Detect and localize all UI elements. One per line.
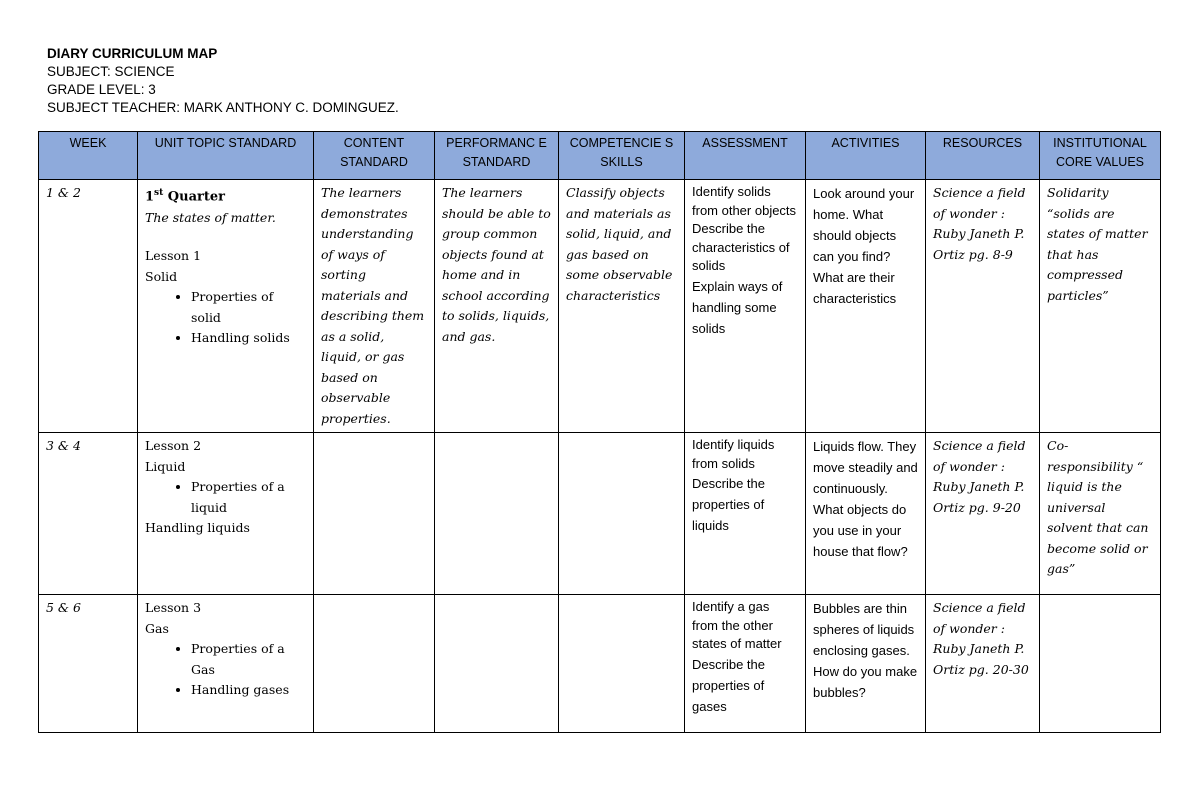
lesson-label: Lesson 3 bbox=[145, 600, 202, 615]
resources-cell: Science a field of wonder : Ruby Janeth P. Ortiz pg. 9-20 bbox=[926, 433, 1040, 595]
core-values-cell: Co-responsibility “ liquid is the universal solvent that can become solid or gas” bbox=[1040, 433, 1161, 595]
unit-topic-cell bbox=[138, 433, 314, 595]
table-row bbox=[39, 433, 1161, 595]
quarter-label: 1st Quarter bbox=[145, 188, 225, 205]
lesson-label: Lesson 1 bbox=[145, 248, 202, 264]
column-header-performance-standard: PERFORMANC E STANDARD bbox=[435, 132, 559, 180]
lesson-name: Solid bbox=[145, 268, 178, 284]
content-standard-cell: The learners demonstrates understanding of ways of sorting materials and describing them as a solid, liquid, or gas based on observable properties. bbox=[314, 180, 435, 433]
assessment-item: Describe the characteristics of solids bbox=[692, 221, 790, 273]
competencies-cell: Classify objects and materials as solid, liquid, and gas based on some observable characteristics bbox=[559, 180, 685, 433]
content-standard-cell bbox=[314, 595, 435, 733]
week-cell: 5 & 6 bbox=[39, 595, 138, 733]
list-item: • Properties of solid bbox=[191, 287, 306, 328]
column-header-resources: RESOURCES bbox=[926, 132, 1040, 180]
lesson-bullets bbox=[145, 477, 306, 518]
week-cell: 1 & 2 bbox=[39, 180, 138, 433]
table-row bbox=[39, 595, 1161, 733]
lesson-bullets bbox=[145, 287, 306, 349]
performance-standard-cell: The learners should be able to group common objects found at home and in school according to solids, liquids, and gas. bbox=[435, 180, 559, 433]
lesson-bullets bbox=[145, 639, 306, 701]
column-header-assessment: ASSESSMENT bbox=[685, 132, 806, 180]
competencies-cell bbox=[559, 433, 685, 595]
performance-standard-cell bbox=[435, 595, 559, 733]
week-cell: 3 & 4 bbox=[39, 433, 138, 595]
lesson-extra: Handling liquids bbox=[145, 520, 250, 535]
column-header-core-values: INSTITUTIONAL CORE VALUES bbox=[1040, 132, 1161, 180]
assessment-item: Identify solids from other objects bbox=[692, 184, 797, 218]
list-item: • Handling solids bbox=[191, 328, 306, 349]
assessment-cell bbox=[685, 595, 806, 733]
assessment-cell bbox=[685, 180, 806, 433]
list-item: • Handling gases bbox=[191, 680, 306, 701]
performance-standard-cell bbox=[435, 433, 559, 595]
core-values-cell: Solidarity “solids are states of matter that has compressed particles” bbox=[1040, 180, 1161, 433]
lesson-name: Liquid bbox=[145, 458, 186, 474]
unit-topic-cell bbox=[138, 595, 314, 733]
competencies-cell bbox=[559, 595, 685, 733]
assessment-item: Identify liquids from solids bbox=[692, 437, 775, 471]
column-header-activities: ACTIVITIES bbox=[806, 132, 926, 180]
resources-cell: Science a field of wonder : Ruby Janeth P. Ortiz pg. 20-30 bbox=[926, 595, 1040, 733]
core-values-cell bbox=[1040, 595, 1161, 733]
curriculum-map-table bbox=[38, 131, 1161, 733]
document-header bbox=[47, 45, 399, 117]
subject-line: SUBJECT: SCIENCE bbox=[47, 64, 175, 79]
grade-line: GRADE LEVEL: 3 bbox=[47, 82, 156, 97]
list-item: • Properties of a Gas bbox=[191, 639, 306, 680]
assessment-item: Describe the properties of liquids bbox=[692, 476, 765, 533]
assessment-item: Explain ways of handling some solids bbox=[692, 278, 783, 336]
content-standard-cell bbox=[314, 433, 435, 595]
activities-cell: Look around your home. What should objects can you find? What are their characteristics bbox=[806, 180, 926, 433]
resources-cell: Science a field of wonder : Ruby Janeth P. Ortiz pg. 8-9 bbox=[926, 180, 1040, 433]
column-header-week: WEEK bbox=[39, 132, 138, 180]
activities-cell: Liquids flow. They move steadily and continuously. What objects do you use in your house that flow? bbox=[806, 433, 926, 595]
lesson-name: Gas bbox=[145, 620, 169, 636]
assessment-item: Describe the properties of gases bbox=[692, 656, 765, 714]
assessment-cell bbox=[685, 433, 806, 595]
assessment-item: Identify a gas from the other states of matter bbox=[692, 599, 782, 651]
column-header-unit-topic: UNIT TOPIC STANDARD bbox=[138, 132, 314, 180]
list-item: • Properties of a liquid bbox=[191, 477, 306, 518]
table-row bbox=[39, 180, 1161, 433]
header-row bbox=[39, 132, 1161, 180]
lesson-label: Lesson 2 bbox=[145, 438, 202, 453]
unit-topic-cell bbox=[138, 180, 314, 433]
document-title: DIARY CURRICULUM MAP bbox=[47, 46, 218, 61]
column-header-competencies: COMPETENCIE S SKILLS bbox=[559, 132, 685, 180]
topic-title: The states of matter. bbox=[145, 209, 276, 225]
column-header-content-standard: CONTENT STANDARD bbox=[314, 132, 435, 180]
activities-cell: Bubbles are thin spheres of liquids enclosing gases. How do you make bubbles? bbox=[806, 595, 926, 733]
teacher-line: SUBJECT TEACHER: MARK ANTHONY C. DOMINGUEZ. bbox=[47, 100, 399, 115]
